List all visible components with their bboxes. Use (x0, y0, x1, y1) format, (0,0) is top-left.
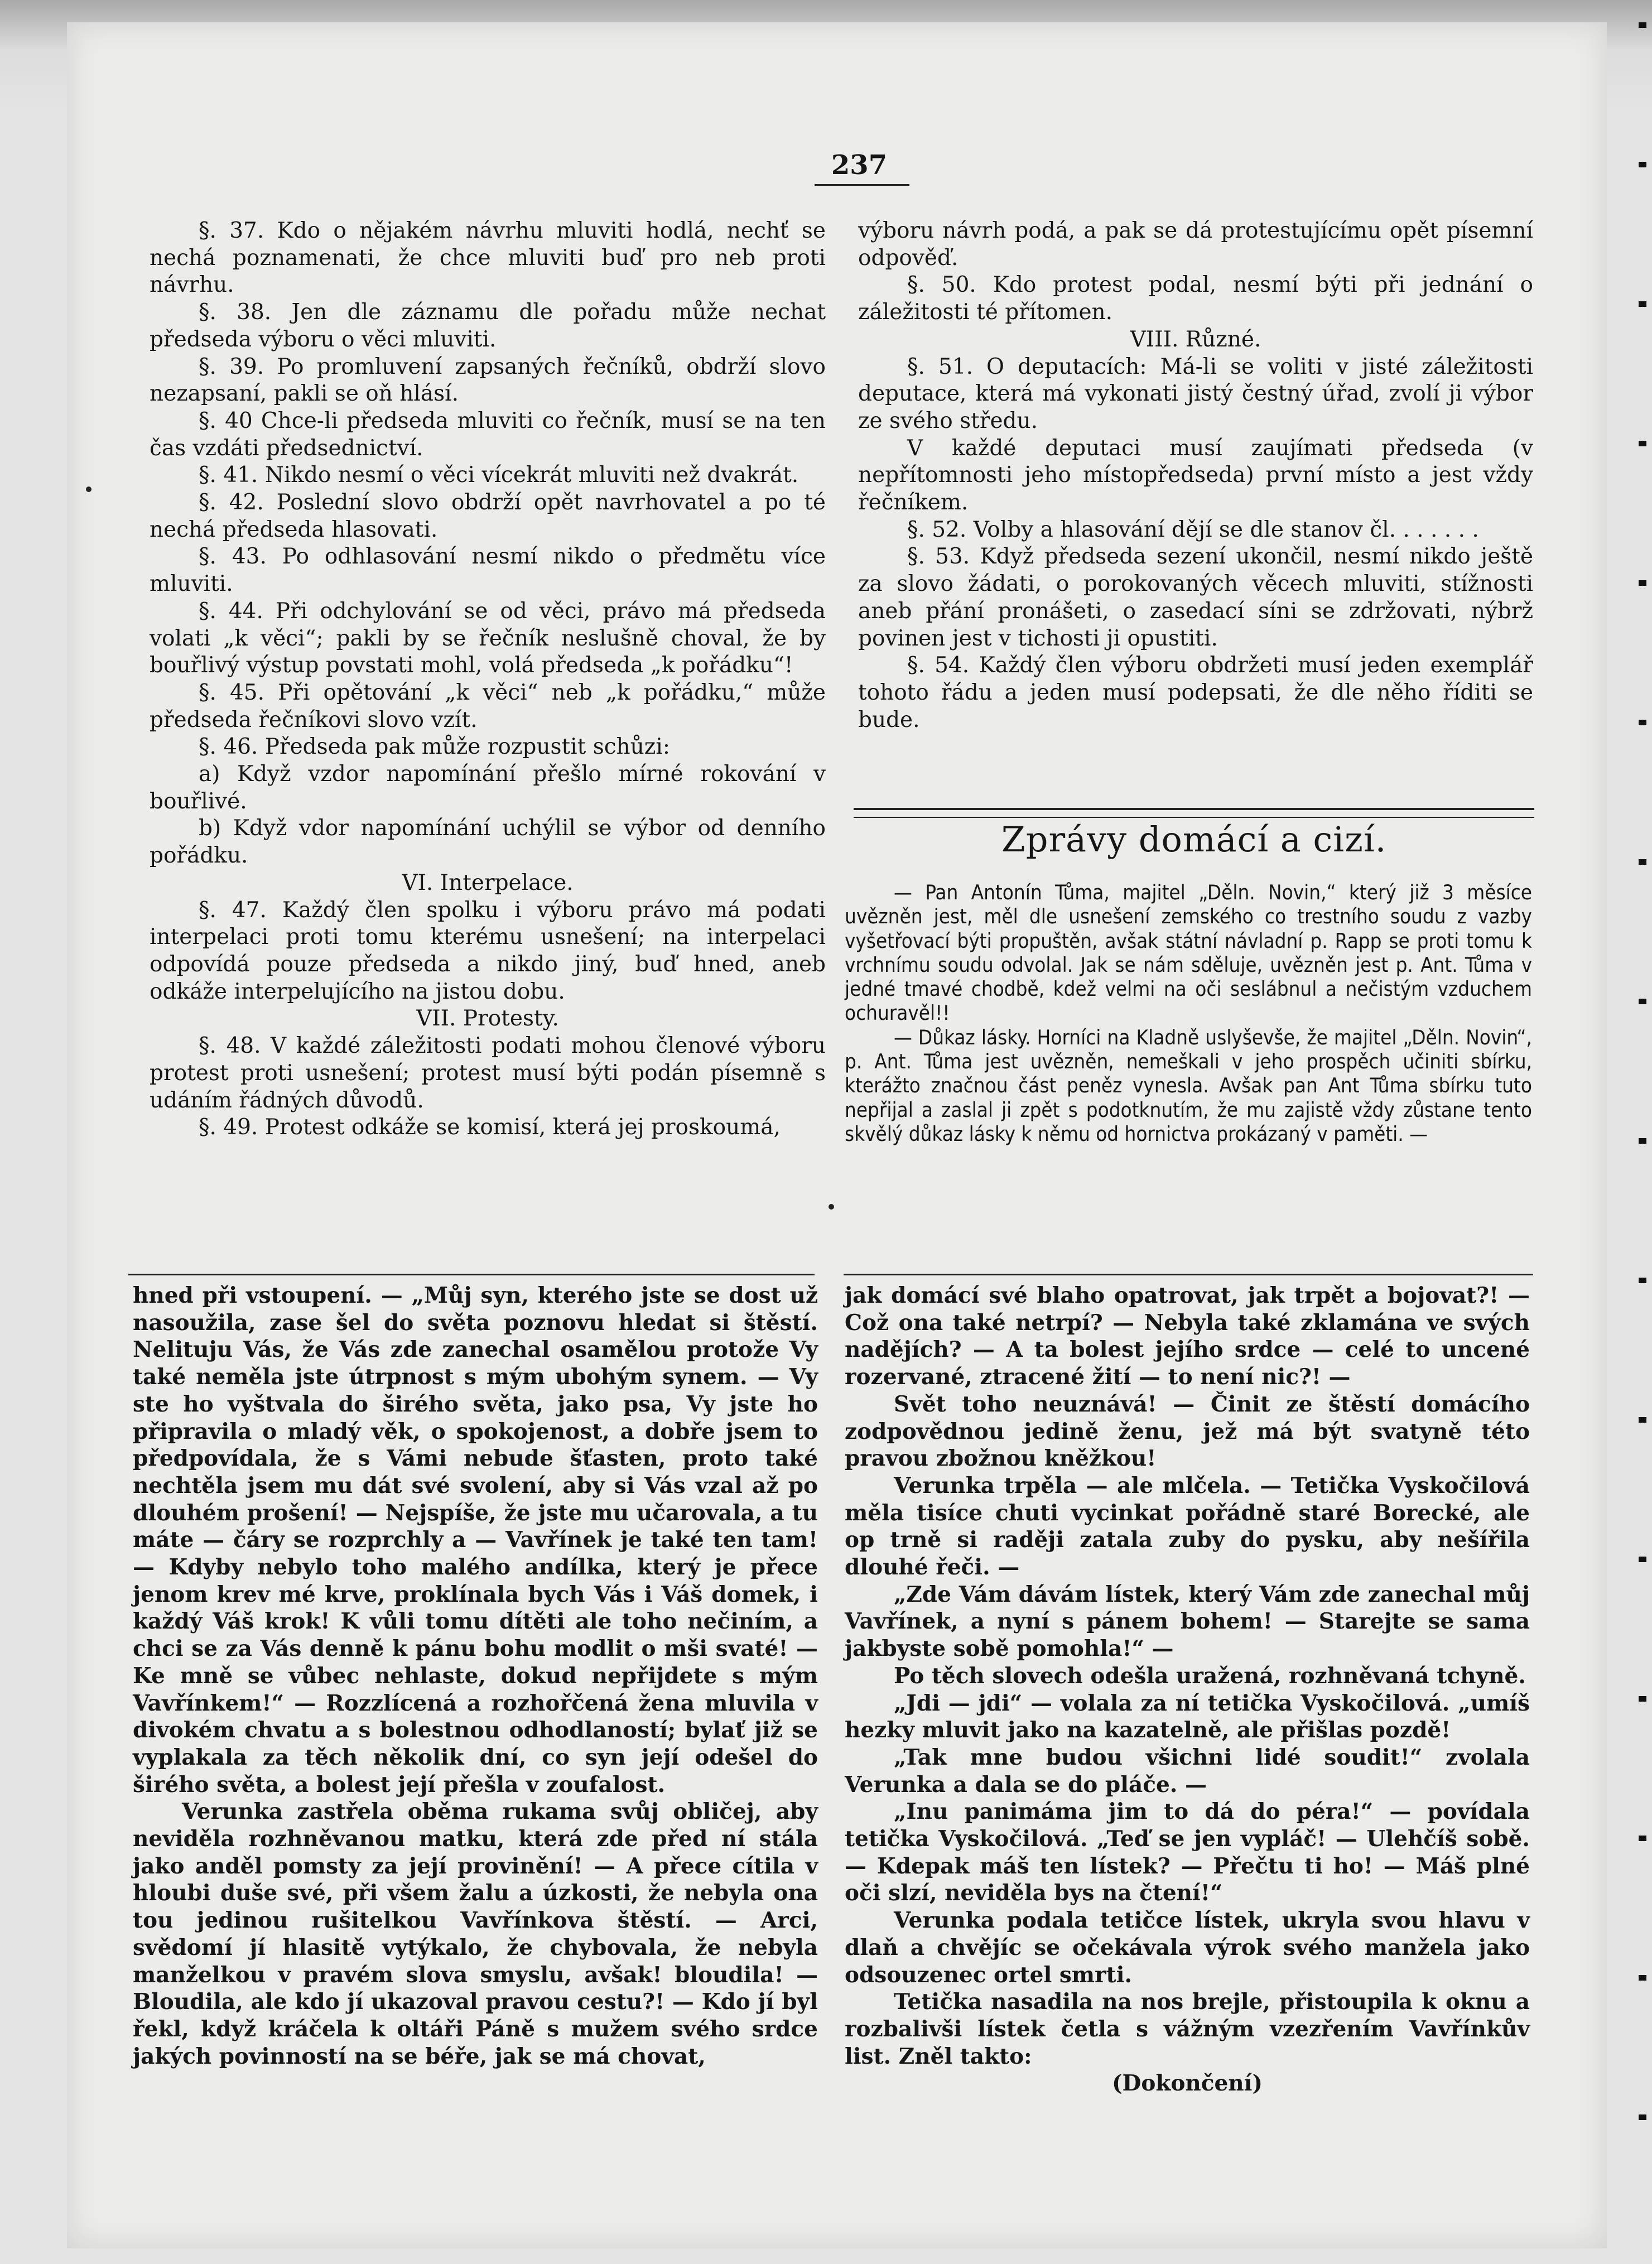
horizontal-rule (844, 1274, 1533, 1275)
news-item: — Důkaz lásky. Horníci na Kladně uslyševše, že majitel „Děln. Novin“, p. Ant. Tůma jest uvězněn, nemeškali v jeho prospěch učiniti sbírku, kterážto značnou část peněz vynesla. Avšak pan Ant Tůma sbírku tuto nepřijal a zaslal ji zpět s podotknutím, že mu zajistě vždy zůstane tento skvělý důkaz lásky k němu od hornictva prokázaný v paměti. — (845, 1025, 1532, 1146)
column-top-right (858, 218, 1533, 734)
paragraph: §. 50. Kdo protest podal, nesmí býti při jednání o záležitosti té přítomen. (858, 272, 1533, 325)
paragraph: b) Když vdor napomínání uchýlil se výbor od denního pořádku. (150, 816, 826, 869)
column-top-left (150, 218, 826, 1141)
paragraph: §. 41. Nikdo nesmí o věci vícekrát mluviti než dvakrát. (199, 463, 799, 488)
column-feuilleton-right (845, 1282, 1530, 2097)
paragraph: §. 42. Poslední slovo obdrží opět navrhovatel a po té nechá předseda hlasovati. (150, 490, 826, 542)
paragraph: Verunka trpěla — ale mlčela. — Tetička Vyskočilová měla tisíce chuti vycinkat pořádně staré Borecké, ale op trně si raději zatala zuby do pysku, aby nešířila dlouhé řeči. — (845, 1472, 1530, 1581)
scan-speck (86, 486, 91, 492)
paragraph: „Jdi — jdi“ — volala za ní tetička Vyskočilová. „umíš hezky mluvit jako na kazatelně, ale přišlas pozdě! (845, 1690, 1530, 1743)
horizontal-rule (128, 1274, 815, 1275)
paragraph: §. 44. Při odchylování se od věci, právo má předseda volati „k věci“; pakli by se řečník neslušně choval, že by bouřlivý výstup povstati mohl, volá předseda „k pořádku“! (150, 598, 826, 678)
column-news (845, 880, 1532, 1146)
paragraph: §. 54. Každý člen výboru obdržeti musí jeden exemplář tohoto řádu a jeden musí podepsati, že dle něho říditi se bude. (858, 653, 1533, 733)
column-feuilleton-left (133, 1282, 818, 2070)
paragraph: §. 47. Každý člen spolku i výboru právo má podati interpelaci proti tomu kterému usnešení; na interpelaci odpovídá pouze předseda a nikdo jiný, buď hned, aneb odkáže interpelujícího na jistou dobu. (150, 897, 826, 1004)
paragraph: §. 53. Když předseda sezení ukončil, nesmí nikdo ještě za slovo žádati, o porokovaných věcech mluviti, stížnosti aneb přání pronášeti, o zasedací síni se zdržovati, nýbrž povinen jest v tichosti ji opustiti. (858, 544, 1533, 651)
paragraph: §. 46. Předseda pak může rozpustit schůzi: (199, 734, 670, 760)
paragraph: výboru návrh podá, a pak se dá protestujícímu opět písemní odpověď. (858, 218, 1533, 271)
paragraph: Svět toho neuznává! — Činit ze štěstí domácího zodpovědnou jedině ženu, jež má být svatyně této pravou zbožnou kněžkou! (845, 1391, 1530, 1472)
paragraph: Verunka podala tetičce lístek, ukryla svou hlavu v dlaň a chvějíc se očekávala výrok svého manžela jako odsouzenec ortel smrti. (845, 1907, 1530, 1988)
paragraph: §. 38. Jen dle záznamu dle pořadu může nechat předseda výboru o věci mluviti. (150, 300, 826, 352)
section-title: Zprávy domácí a cizí. (1001, 819, 1387, 860)
paragraph: §. 45. Při opětování „k věci“ neb „k pořádku,“ může předseda řečníkovi slovo vzít. (150, 680, 826, 733)
scan-speck (829, 1204, 834, 1210)
paragraph: Po těch slovech odešla uražená, rozhněvaná tchyně. (894, 1663, 1526, 1689)
paragraph: „Tak mne budou všichni lidé soudit!“ zvolala Verunka a dala se do pláče. — (845, 1744, 1530, 1798)
paragraph: „Inu panimáma jim to dá do péra!“ — povídala tetička Vyskočilová. „Teď se jen vypláč! — Ulehčíš sobě. — Kdepak máš ten lístek? — Přečtu ti ho! — Máš plné oči slzí, neviděla bys na čtení!“ (845, 1799, 1530, 1906)
paragraph: §. 51. O deputacích: Má-li se voliti v jisté záležitosti deputace, která má vykonati jistý čestný úřad, zvolí ji výbor ze svého středu. (858, 354, 1533, 433)
page-number-underline (815, 184, 909, 186)
scan-edge-marks (1639, 22, 1646, 2248)
paragraph: „Zde Vám dávám lístek, který Vám zde zanechal můj Vavřínek, a nyní s pánem bohem! — Starejte se sama jakbyste sobě pomohla!“ — (845, 1581, 1530, 1662)
paragraph: V každé deputaci musí zaujímati předseda (v nepřítomnosti jeho místopředseda) první místo a jest vždy řečníkem. (858, 435, 1533, 516)
paragraph: Verunka zastřela oběma rukama svůj obličej, aby neviděla rozhněvanou matku, která zde před ní stála jako anděl pomsty za její provinění! — A přece cítila v hloubi duše své, při všem žalu a úzkosti, že nebyla ona tou jedinou rušitelkou Vavřínkova štěstí. — Arci, svědomí jí hlasitě vytýkalo, že chybovala, že nebyla manželkou v pravém slova smyslu, avšak! bloudila! — Bloudila, ale kdo jí ukazoval pravou cestu?! — Kdo jí byl řekl, když kráčela k oltáři Páně s mužem svého srdce jakých povinností na se béře, jak se má chovat, (133, 1799, 818, 2069)
continuation-note: (Dokončení) (1112, 2070, 1263, 2097)
paragraph: hned při vstoupení. — „Můj syn, kterého jste se dost už nasoužila, zase šel do světa poznovu hledat si štěstí. Nelituju Vás, že Vás zde zanechal osamělou protože Vy také neměla jste útrpnost s mým ubohým synem. — Vy ste ho vyštvala do širého světa, jako psa, Vy jste ho připravila o mladý věk, o spokojenost, a dobře jsem to předpovídala, že s Vámi nebude šťasten, proto také nechtěla jsem mu dát své svolení, aby si Vás vzal až po dlouhém prošení! — Nejspíše, že jste mu učarovala, a tu máte — čáry se rozprchly a — Vavřínek je také ten tam! — Kdyby nebylo toho malého andílka, který je přece jenom krev mé krve, proklínala bych Vás i Váš domek, i každý Váš krok! K vůli tomu dítěti ale toho nečiním, a chci se za Vás denně k pánu bohu modlit o mši svaté! — Ke mně se vůbec nehlaste, dokud nepřijdete s mým Vavřínkem!“ — Rozzlícená a rozhořčená žena mluvila v divokém chvatu a s bolestnou odhodlaností; bylať již se vyplakala za těch několik dní, co syn její odešel do širého světa, a bolest její přešla v zoufalost. (133, 1283, 818, 1798)
news-item: — Pan Antonín Tůma, majitel „Děln. Novin,“ který již 3 měsíce uvězněn jest, měl dle usnešení zemského co trestního soudu z vazby vyšetřovací býti propuštěn, avšak státní návladní p. Rapp se proti tomu k vrchnímu soudu odvolal. Jak se nám sděluje, uvězněn jest p. Ant. Tůma v jedné tmavé chodbě, kdež velmi na oči seslábnul a nečistým vzduchem ochuravěl!! (845, 880, 1532, 1025)
section-heading-protesty: VII. Protesty. (416, 1006, 559, 1032)
page-number: 237 (831, 150, 888, 181)
paragraph: §. 49. Protest odkáže se komisí, která jej proskoumá, (199, 1115, 781, 1140)
paragraph: §. 40 Chce-li předseda mluviti co řečník, musí se na ten čas vzdáti předsednictví. (150, 408, 826, 461)
section-heading-ruzne: VIII. Různé. (1130, 326, 1261, 352)
paragraph: Tetička nasadila na nos brejle, přistoupila k oknu a rozbalivši lístek četla s vážným vzezřením Vavřínkův list. Zněl takto: (845, 1989, 1530, 2069)
paragraph: §. 43. Po odhlasování nesmí nikdo o předmětu více mluviti. (150, 544, 826, 597)
paragraph: §. 48. V každé záležitosti podati mohou členové výboru protest proti usnešení; protest musí býti podán písemně s udáním řádných důvodů. (150, 1033, 826, 1113)
paragraph: §. 39. Po promluvení zapsaných řečníků, obdrží slovo nezapsaní, pakli se oň hlásí. (150, 354, 826, 407)
section-divider (854, 808, 1534, 818)
section-heading-interpelace: VI. Interpelace. (402, 870, 574, 895)
paragraph: §. 52. Volby a hlasování dějí se dle stanov čl. . . . . . . (907, 517, 1479, 542)
paragraph: a) Když vzdor napomínání přešlo mírné rokování v bouřlivé. (150, 762, 826, 814)
paragraph: jak domácí své blaho opatrovat, jak trpět a bojovat?! — Což ona také netrpí? — Nebyla také zklamána ve svých nadějích? — A ta bolest jejího srdce — celé to uncené rozervané, ztracené žití — to není nic?! — (845, 1283, 1530, 1390)
paragraph: §. 37. Kdo o nějakém návrhu mluviti hodlá, nechť se nechá poznamenati, že chce mluviti buď pro neb proti návrhu. (150, 218, 826, 298)
